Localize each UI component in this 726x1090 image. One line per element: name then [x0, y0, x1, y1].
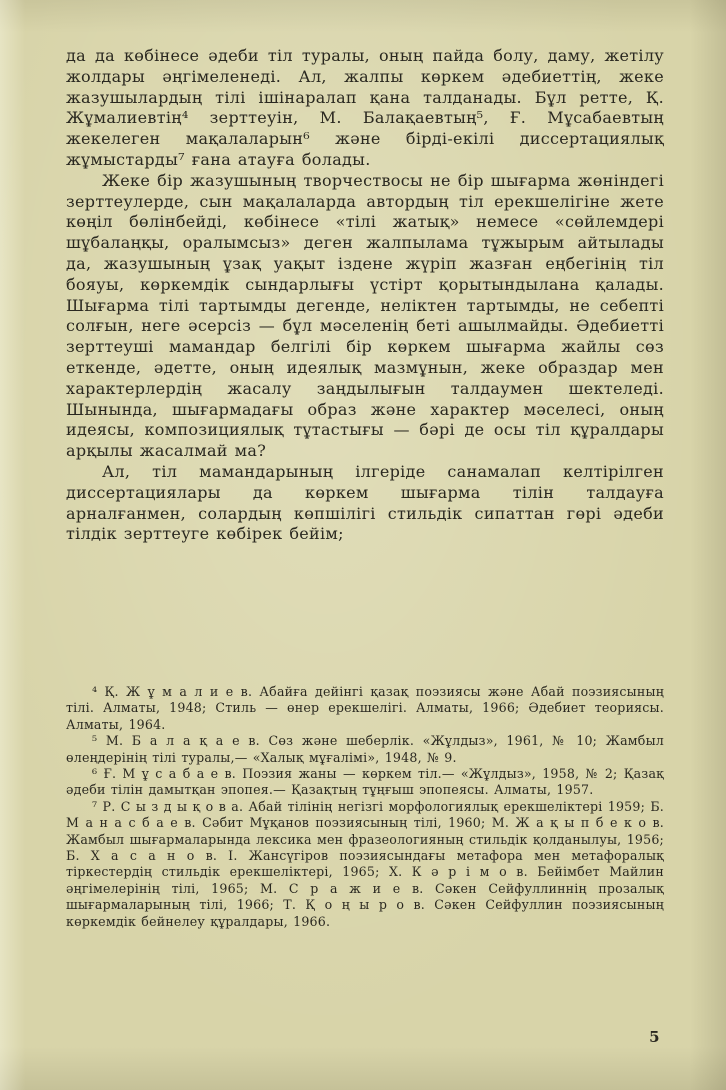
body-paragraph-2: Жеке бір жазушының творчествосы не бір шығарма жөніндегі зерттеулерде, сын мақалаларда автордың тіл ерекшелігіне жете көңіл бөлінбейді, көбінесе «тілі жатық» немесе «сөйлемдері шұбалаңқы, оралымсыз» деген жалпылама тұжырым айтылады да, жазушының ұзақ уақыт іздене жүріп жазған еңбегінің тіл бояуы, көркемдік сындарлығы үстірт қорытындылана қалады. Шығарма тілі тартымды дегенде, неліктен тартымды, не себепті солғын, неге әсерсіз — бұл мәселенің беті ашылмайды. Әдебиетті зерттеуші мамандар белгілі бір көркем шығарма жайлы сөз еткенде, әдетте, оның идеялық мазмұнын, жеке образдар мен характерлердің жасалу заңдылығын талдаумен шектеледі. Шынында, шығармадағы образ және характер мәселесі, оның идеясы, композициялық тұтастығы — бәрі де осы тіл құралдары арқылы жасалмай ма?: [66, 170, 664, 461]
footnote-6: ⁶ Ғ. М ұ с а б а е в. Поэзия жаны — көркем тіл.— «Жұлдыз», 1958, № 2; Қазақ әдеби тілін дамытқан эпопея.— Қазақтың тұңғыш эпопеясы. Алматы, 1957.: [66, 766, 664, 798]
footnotes-section: [66, 684, 664, 930]
body-text: [66, 46, 664, 545]
footnote-5: ⁵ М. Б а л а қ а е в. Сөз және шеберлік. «Жұлдыз», 1961, № 10; Жамбыл өлеңдерінің тілі туралы,— «Халық мұғалімі», 1948, № 9.: [66, 733, 664, 765]
page-number: 5: [649, 1028, 660, 1046]
footnote-7: ⁷ Р. С ы з д ы қ о в а. Абай тілінің негізгі морфологиялық ерекшеліктері 1959; Б. М а н а с б а е в. Сәбит Мұқанов поэзиясының тілі, 1960; М. Ж а қ ы п б е к о в. Жамбыл шығармаларында лексика мен фразеологияның стильдік қолданылуы, 1956; Б. Х а с а н о в. І. Жансүгіров поэзиясындағы метафора мен метафоралық тіркестердің стильдік ерекшеліктері, 1965; Х. К ә р і м о в. Бейімбет Майлин әңгімелерінің тілі, 1965; М. С р а ж и е в. Сәкен Сейфуллиннің прозалық шығармаларының тілі, 1966; Т. Қ о ң ы р о в. Сәкен Сейфуллин поэзиясының көркемдік бейнелеу құралдары, 1966.: [66, 798, 664, 929]
footnote-4: ⁴ Қ. Ж ұ м а л и е в. Абайға дейінгі қазақ поэзиясы және Абай поэзиясының тілі. Алматы, 1948; Стиль — өнер ерекшелігі. Алматы, 1966; Әдебиет теориясы. Алматы, 1964.: [66, 684, 664, 732]
body-paragraph-3: Ал, тіл мамандарының ілгеріде санамалап келтірілген диссертациялары да көркем шығарма тілін талдауға арналғанмен, солардың көпшілігі стильдік сипаттан гөрі әдеби тілдік зерттеуге көбірек бейім;: [66, 461, 664, 544]
body-paragraph-1: да да көбінесе әдеби тіл туралы, оның пайда болу, даму, жетілу жолдары әңгімеленеді. Ал, жалпы көркем әдебиеттің, жеке жазушылардың тілі ішінаралап қана талданады. Бұл ретте, Қ. Жұмалиевтің⁴ зерттеуін, М. Балақаевтың⁵, Ғ. Мұсабаевтың жекелеген мақалаларын⁶ және бірді-екілі диссертациялық жұмыстарды⁷ ғана атауға болады.: [66, 46, 664, 169]
